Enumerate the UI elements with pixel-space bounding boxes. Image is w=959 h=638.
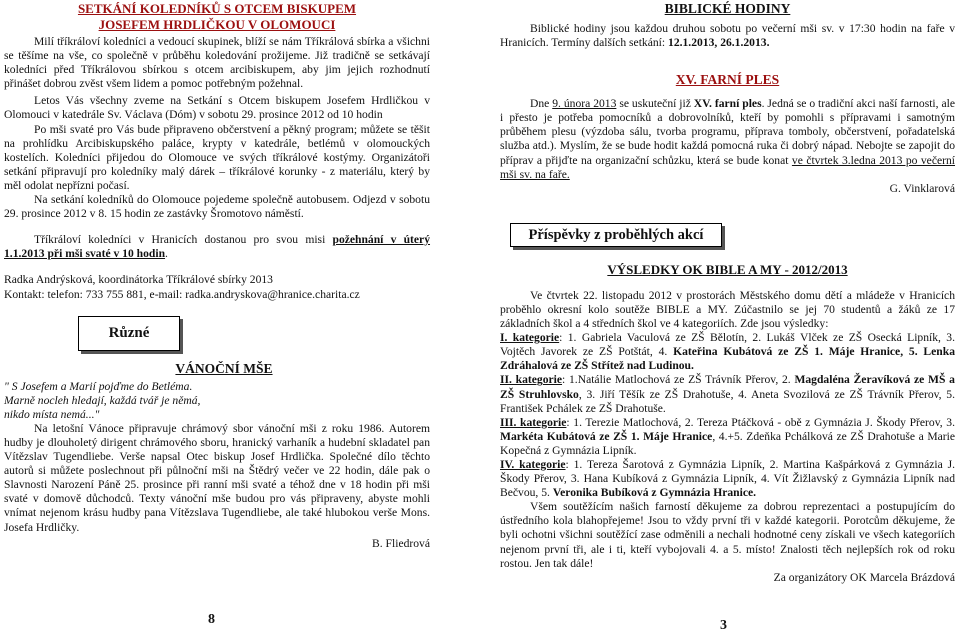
- blessing-date: požehnání v úterý 1.1.2013 při mši svaté v 10 hodin: [4, 233, 431, 261]
- title-vysledky: VÝSLEDKY OK BIBLE A MY - 2012/2013: [607, 261, 848, 277]
- hodiny-dates: 12.1.2013, 26.1.2013.: [668, 36, 770, 50]
- right-column: [500, 0, 955, 585]
- poem-line3: nikdo místa nemá...": [4, 407, 100, 421]
- title-farni-ples: XV. FARNÍ PLES: [675, 72, 780, 88]
- intro-paragraph: Milí tříkráloví koledníci a vedoucí skupinek, blíží se nám Tříkrálová sbírka a všichni se těšíme na vše, co společně v průběhu koledování prožijeme. Již tradičně se setkávají koledníci před Tříkrálovou sbírkou s otcem arcibiskupem, aby jim jejich rozhodnutí přinášet dobrou zvěst všem lidem a pomoc potřebným požehnal.: [4, 35, 430, 91]
- page-number-right: 3: [720, 618, 727, 633]
- category-3: III. kategorie: 1. Terezie Matlochová, 2. Tereza Ptáčková - obě z Gymnázia J. Škody Přerov, 3. Markéta Kubátová ze ZŠ 1. Máje Hranice, 4.+5. Zdeňka Pchálková ze ZŠ Drahotuše a Marie Kopečná z Gymnázia Lipník.: [500, 415, 955, 457]
- title-vanocni-mse: VÁNOČNÍ MŠE: [175, 360, 273, 376]
- title-biblicke-hodiny: BIBLICKÉ HODINY: [664, 1, 791, 16]
- invitation-paragraph: Letos Vás všechny zveme na Setkání s Otcem biskupem Josefem Hrdličkou v Olomouci v katedrále Sv. Václava (Dóm) v sobotu 29. prosince 2012 od 10 hodin: [4, 94, 430, 122]
- signature-brazdova: Za organizátory OK Marcela Brázdová: [773, 570, 955, 584]
- ples-date: 9. února 2013: [552, 97, 617, 111]
- program-paragraph: Po mši svaté pro Vás bude připraveno občerstvení a pěkný program; můžete se těšit na prohlídku Arcibiskupského paláce, krypty v katedrále, betlémů v olomouckých kostelích. Koledníci přijedou do Olomouce ve svých tříkrálové kostýmy. Organizátoři setkání připravují pro koledníky malý dárek – tříkrálové korunky - z materiálu, který by měl odolat nepřízni počasí.: [4, 122, 430, 192]
- results-intro: Ve čtvrtek 22. listopadu 2012 v prostorách Městského domu dětí a mládeže v Hranicích proběhlo okresní kolo soutěže BIBLE a MY. Zúčastnilo se jej 70 studentů a žáků ze 17 základních škol a 4 středních škol ve 4 kategoriích. Zde jsou výsledky:: [500, 288, 955, 331]
- signature-fliedrova: B. Fliedrová: [372, 536, 430, 550]
- category-1: I. kategorie: 1. Gabriela Vaculová ze ZŠ Bělotín, 2. Lukáš Vlček ze ZŠ Osecká Lipník, 3. Vojtěch Javorek ze ZŠ Potštát, 4. Kateřina Kubátová ze ZŠ 1. Máje Hranice, 5. Lenka Zdráhalová ze ZŠ Střítež nad Ludinou.: [500, 331, 956, 373]
- page-number-left: 8: [208, 612, 215, 627]
- poem-line1: " S Josefem a Marií pojďme do Betléma.: [4, 379, 193, 393]
- section-box-prispevky: Příspěvky z proběhlých akcí: [510, 223, 722, 247]
- results-outro: Všem soutěžícím našich farností děkujeme za dobrou reprezentaci a postupujícím do ústředního kola blahopřejeme! Jsou to vždy první tři v každé kategorii. Porotcům děkujeme, že byli ochotni všichni soutěžící zase odměnili a nechali hodnotné ceny získali ve všech kategoriích nejenom první tři, ale i ti, kteří vybojovali 4. a 5. místo! Znalosti těch nejlepších rok od roku rostou. Jen tak dále!: [500, 500, 955, 570]
- category-4: IV. kategorie: 1. Tereza Šarotová z Gymnázia Lipník, 2. Martina Kašpárková z Gymnázia J. Škody Přerov, 3. Hana Kubíková z Gymnázia Lipník, 4. Vít Žižlavský z Gymnázia Lipník nad Bečvou, 5. Veronika Bubíková z Gymnázia Hranice.: [500, 457, 956, 500]
- title-setkani-line1: SETKÁNÍ KOLEDNÍKŮ S OTCEM BISKUPEM: [77, 1, 357, 16]
- ples-meeting: ve čtvrtek 3.ledna 2013 po večerní mši sv. na faře.: [500, 153, 956, 181]
- poem-line2: Marně nocleh hledají, každá tvář je němá,: [4, 393, 201, 407]
- coordinator-line: Radka Andrýsková, koordinátorka Tříkrálové sbírky 2013: [4, 273, 273, 287]
- section-box-ruzne: Různé: [78, 316, 180, 351]
- ples-paragraph: Dne 9. února 2013 se uskuteční již XV. farní ples. Jedná se o tradiční akci naší farnosti, ale i přesto je potřeba pomocníků a dobrovolníků, kteří by pomohli s přípravami i samotným průběhem plesu (výzdoba sálu, tvorba programu, příprava tomboly, občerstvení, pořadatelská služba atd.). Myslím, že se bude hodit každá pomocná ruka či dobrý nápad. Nebojte se zapojit do příprav a přijďte na organizační schůzku, která se bude konat ve čtvrtek 3.ledna 2013 po večerní mši sv. na faře.: [500, 97, 956, 181]
- left-column: [4, 0, 430, 551]
- contact-line: Kontakt: telefon: 733 755 881, e-mail: radka.andryskova@hranice.charita.cz: [4, 287, 360, 301]
- blessing-paragraph: Tříkráloví koledníci v Hranicích dostanou pro svou misi požehnání v úterý 1.1.2013 při mši svaté v 10 hodin.: [4, 233, 431, 261]
- category-2: II. kategorie: 1.Natálie Matlochová ze ZŠ Trávník Přerov, 2. Magdaléna Žeravíková ze MŠ a ZŠ Struhlovsko, 3. Jiří Těšík ze ZŠ Drahotuše, 4. Aneta Svozilová ze ZŠ Trávník Přerov, 5. František Pchálek ze ZŠ Drahotuše.: [500, 373, 955, 415]
- hodiny-paragraph: Biblické hodiny jsou každou druhou sobotu po večerní mši sv. v 17:30 hodin na faře v Hranicích. Termíny dalších setkání: 12.1.2013, 26.1.2013.: [500, 22, 955, 50]
- ples-name: XV. farní ples: [693, 97, 762, 111]
- signature-vinklarova: G. Vinklarová: [889, 181, 955, 195]
- title-setkani-line2: JOSEFEM HRDLIČKOU V OLOMOUCI: [98, 17, 336, 32]
- xmas-paragraph: Na letošní Vánoce připravuje chrámový sbor vánoční mši z roku 1986. Autorem hudby je dlouholetý dirigent chrámového sboru, hranický varhaník a hudební skladatel pan Vítězslav Tugendliebe. Verše napsal Otec biskup Josef Hrdlička. Společné dílo těchto autorů si můžete poslechnout při půlnoční mši na Štědrý večer ve 22 hodin, dále pak o Slavnosti Narození Páně 25. prosince při ranní mši svaté a téhož dne v 18 hodin při mši svaté v domově důchodců. Texty vánoční mše budou pro vás připraveny, abyste mohli vnímat nejenom krásu hudby pana Vítězslava Tugendliebe, ale také hlubokou verše Mons. Josefa Hrdličky.: [4, 421, 430, 534]
- bus-paragraph: Na setkání koledníků do Olomouce pojedeme společně autobusem. Odjezd v sobotu 29. prosince 2012 v 8. 15 hodin ze zastávky Šromotovo náměstí.: [4, 193, 430, 221]
